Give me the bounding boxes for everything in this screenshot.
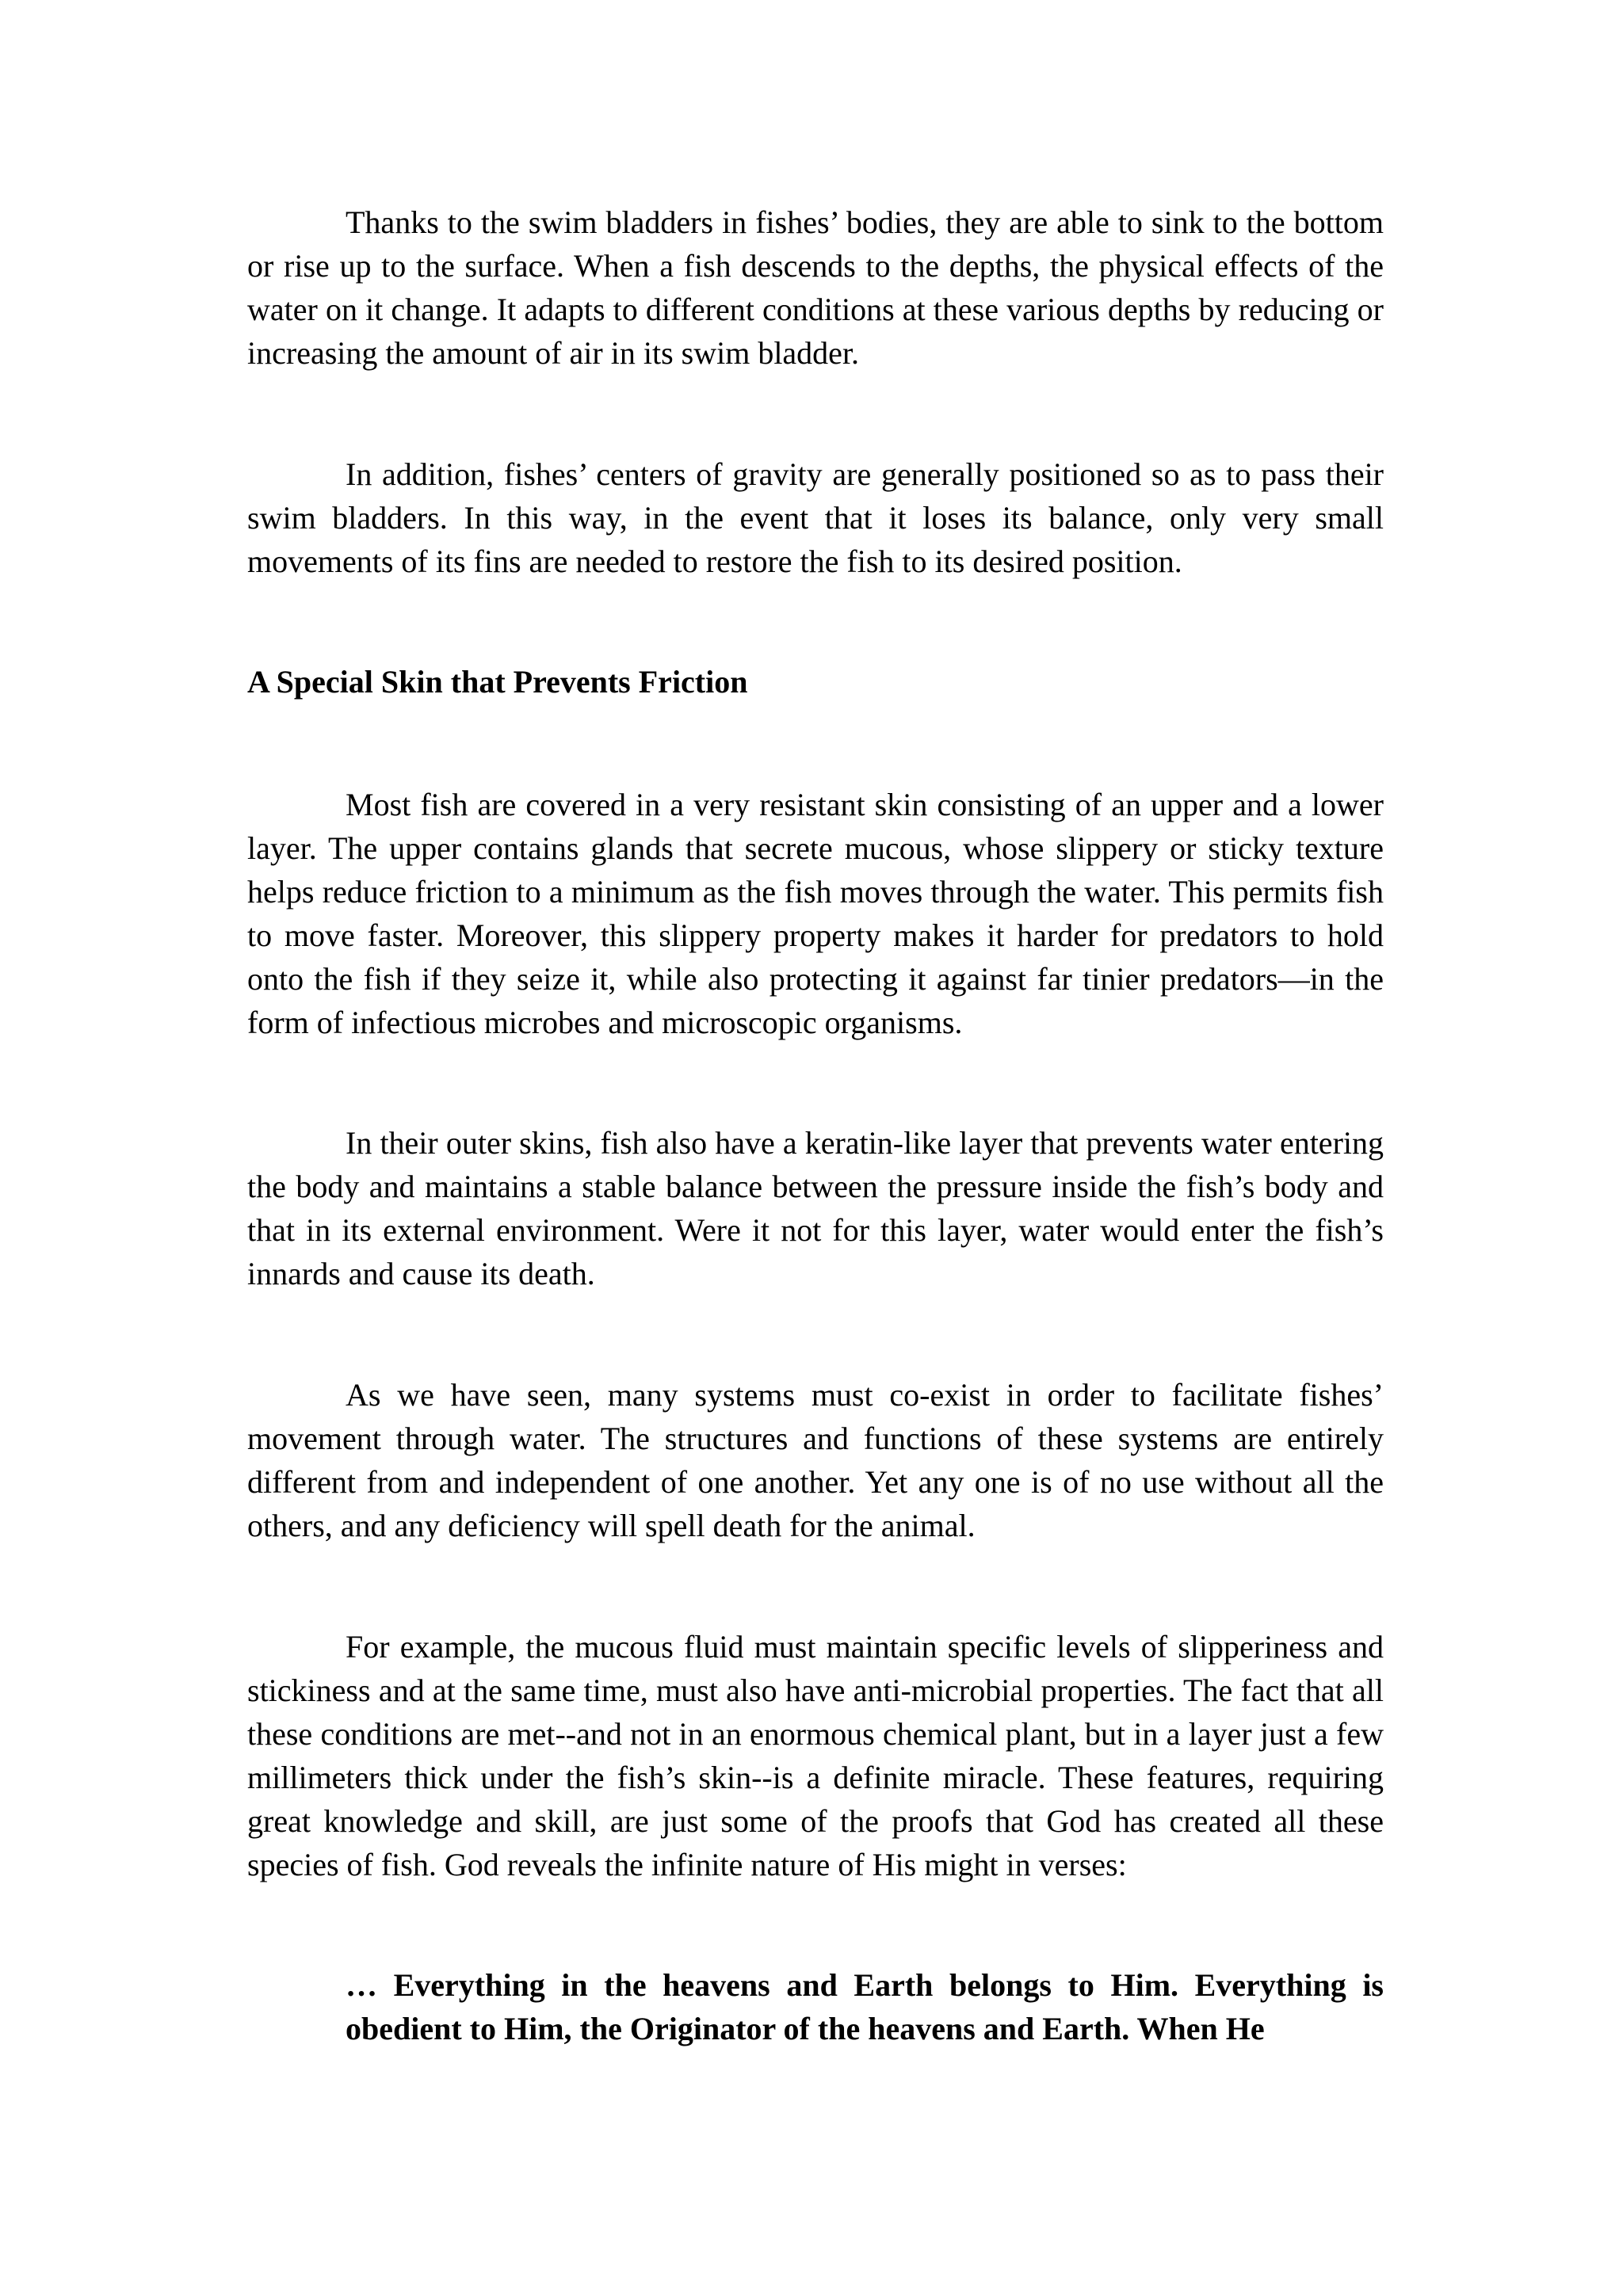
paragraph-systems-coexist: As we have seen, many systems must co-exist in order to facilitate fishes’ movement through water. The structures and functions of these systems are entirely different from and independent of one another. Yet any one is of no use without all the others, and any deficiency will spell death for the animal. xyxy=(247,1377,1384,1543)
paragraph-swim-bladder: Thanks to the swim bladders in fishes’ bodies, they are able to sink to the bottom or rise up to the surface. When a fish descends to the depths, the physical effects of the water on it change. It adapts to different conditions at these various depths by reducing or increasing the amount of air in its swim bladder. xyxy=(247,204,1384,371)
paragraph-mucous-fluid: For example, the mucous fluid must maintain specific levels of slipperiness and stickiness and at the same time, must also have anti-microbial properties. The fact that all these conditions are met--and not in an enormous chemical plant, but in a layer just a few millimeters thick under the fish’s skin--is a definite miracle. These features, requiring great knowledge and skill, are just some of the proofs that God has created all these species of fish. God reveals the infinite nature of His might in verses: xyxy=(247,1629,1384,1882)
section-heading: A Special Skin that Prevents Friction xyxy=(247,664,748,700)
paragraph-keratin-layer: In their outer skins, fish also have a keratin-like layer that prevents water entering the body and maintains a stable balance between the pressure inside the fish’s body and that in its external environment. Were it not for this layer, water would enter the fish’s innards and cause its death. xyxy=(247,1125,1384,1291)
paragraph-resistant-skin: Most fish are covered in a very resistant skin consisting of an upper and a lower layer. The upper contains glands that secrete mucous, whose slippery or sticky texture helps reduce friction to a minimum as the fish moves through the water. This permits fish to move faster. Moreover, this slippery property makes it harder for predators to hold onto the fish if they seize it, while also protecting it against far tinier predators—in the form of infectious microbes and microscopic organisms. xyxy=(247,787,1384,1040)
verse-quote: … Everything in the heavens and Earth belongs to Him. Everything is obedient to Him, the Originator of the heavens and Earth. When He xyxy=(346,1967,1384,2046)
paragraph-center-of-gravity: In addition, fishes’ centers of gravity are generally positioned so as to pass their swim bladders. In this way, in the event that it loses its balance, only very small movements of its fins are needed to restore the fish to its desired position. xyxy=(247,456,1384,579)
